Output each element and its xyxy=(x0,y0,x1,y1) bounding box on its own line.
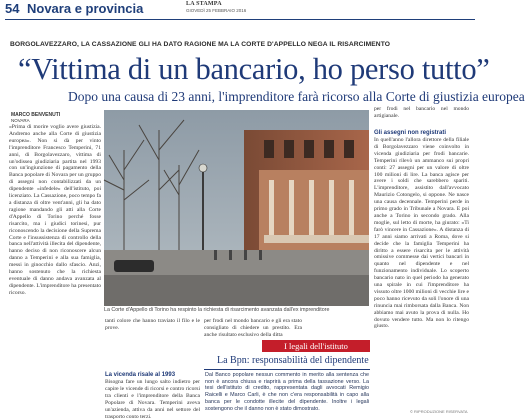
sidebar-tab-label: I legali dell'istituto xyxy=(262,340,370,352)
sidebar-rule xyxy=(204,369,370,370)
section-heading-vicenda: La vicenda risale al 1993 xyxy=(105,372,176,378)
article-subhead: Dopo una causa di 23 anni, l'imprenditore farà ricorso alla Corte di giustizia europea xyxy=(68,89,525,104)
page-number: 54 xyxy=(5,1,20,16)
sidebar-title: La Bpn: responsabilità del dipendente xyxy=(217,355,369,366)
article-column-4-top: per frodi nel bancario nel mondo artigianale. xyxy=(374,106,469,119)
header-rule xyxy=(5,19,475,20)
court-building-photo xyxy=(104,110,369,306)
article-column-1: «Prima di morire voglio avere giustizia. Andremo anche alla Corte di giustizia europea». Non si dà per vinto l'imprenditore Francesco Temperini, 71 anni, di Borgolavezzaro, vittima di un'odissea giudiziaria partita nel 1993 con un'ingiunzione di pagamento della Banca popolare di Novara per un gruppo di assegni non contabilizzati da un dipendente «infedele» dell'istituto, poi licenziato. La Cassazione, poco tempo fa a distanza di oltre vent'anni, gli ha dato ragione mandando gli atti alla Corte d'Appello di Torino perché fosse risarcito, ma i giudici torinesi, pur riconoscendo la decisione della Suprema Corte e l'insussistenza di controllo della banca nell'attività illecita del dipendente, hanno deciso di non riconoscere alcun danno a Temperini e alla sua famiglia, messi in ginocchio dallo sfascio. Anzi, hanno sostenuto che la richiesta eventuale di danno andava avanzata al dipendente. L'imprenditore ha presentato ricorso. xyxy=(9,124,101,296)
byline-place: NOVARA xyxy=(11,118,30,123)
article-column-3: per frodi nel mondo bancario e gli era stato consigliato di chiedere un prestito. Era anche risultato esclusivo della ditta xyxy=(204,318,302,338)
section-title: Novara e provincia xyxy=(27,1,144,16)
sidebar-text: Dal Banco popolare nessun commento in merito alla sentenza che non è ancora chiusa e riaprirà a prima della tassazione verso. La tesi dell'istituto di credito, rappresentata dagli avvocati Remigio Raicelli e Marco Carli, è che non c'era responsabilità in capo alla banca per le condotte illecite del dipendente. Inoltre i legali sostengono che il danno non è stato dimostrato. xyxy=(205,372,369,412)
copyright-credit: © RIPRODUZIONE RISERVATA xyxy=(410,409,468,414)
photo-caption: La Corte d'Appello di Torino ha respinto la richiesta di risarcimento avanzata dall'ex imprenditore xyxy=(104,307,330,313)
photo-image xyxy=(104,110,369,306)
article-column-2b: Bisogna fare un lungo salto indietro per capire le vicende di ricorsi e contro ricorsi tra clienti e l'imprenditore della Banca Popolare di Novara. Temperini aveva un'azienda, attiva da anni nel settore del trasporto conto terzi. xyxy=(105,379,200,420)
article-headline: “Vittima di un bancario, ho perso tutto” xyxy=(18,52,490,86)
issue-date: GIOVEDÌ 25 FEBBRAIO 2016 xyxy=(186,8,247,13)
article-column-4: In quell'anno l'allora direttore della filiale di Borgolavezzaro viene coinvolto in vicenda giudiziaria per frodi bancarie. Temperini rilevò un ammanco sui propri conti: 27 assegni per un valore di oltre 100 milioni di lire. La banca agisce per avere i soldi che sarebbero spariti. L'imprenditore, assistito dall'avvocato Maurizio Cotongelo, si oppone. Ne nasce una causa decennale. Temperini perde in primo grado in Tribunale a Novara. E poi anche a Torino in secondo grado. Alla moglie, sul letto di morte, ha giurato: «Ti farò vincere in Cassazione». A distanza di 17 anni siamo arrivati a Roma, dove si decide che la famiglia Temperini ha diritto a essere risarcita per le attività omissive commesse dai vertici bancari in quanto nel dipendente e nel funzionamento individuale. Lo scoperto bancario nato in quel periodo ha generato una spirale in cui l'imprenditore ha vissuto oltre 1000 milioni di vecchie lire e poco hanno ricevuto da soli l'onore di una rinuncia mai rimborsata dalla Banca. Non abbiamo mai avuto la prova di nulla. Ho dovuto vendere tutto. Ma non lo ritengo giusto. xyxy=(374,137,469,330)
article-column-2: tanti colore che hanno traviato il filo e le prove. xyxy=(105,318,200,331)
byline-author: MARCO BENVENUTI xyxy=(11,112,61,118)
newspaper-name: LA STAMPA xyxy=(186,1,222,7)
article-kicker: BORGOLAVEZZARO, LA CASSAZIONE GLI HA DATO RAGIONE MA LA CORTE D'APPELLO NEGA IL RISARCIMENTO xyxy=(10,41,391,48)
section-heading-assegni: Gli assegni non registrati xyxy=(374,130,447,136)
